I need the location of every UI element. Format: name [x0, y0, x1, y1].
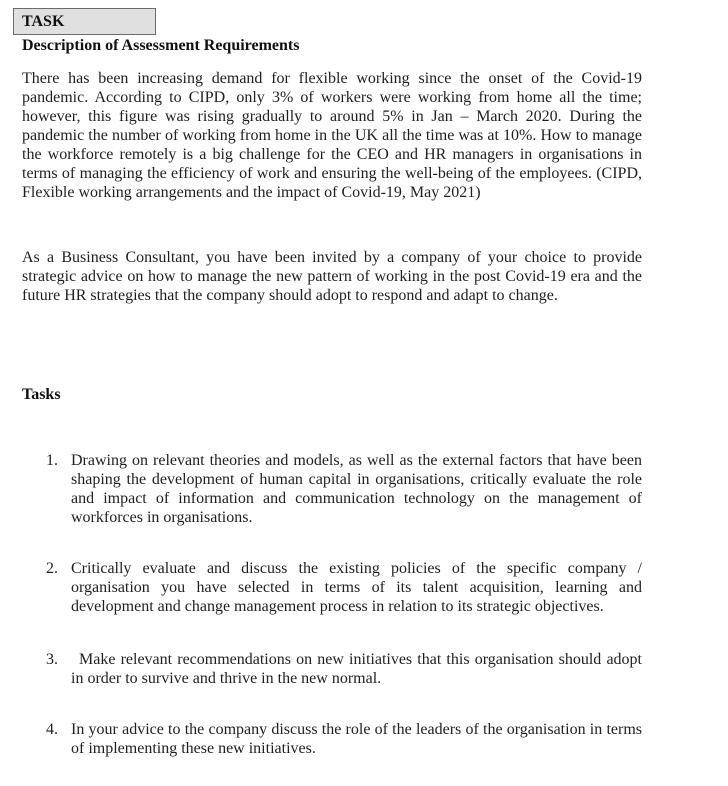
tasks-heading: Tasks: [22, 386, 61, 403]
task-list-item: [46, 559, 642, 616]
consultant-paragraph: As a Business Consultant, you have been invited by a company of your choice to provide strategic advice on how to manage the new pattern of working in the post Covid-19 era and the future HR strategies that the company should adopt to respond and adapt to change.: [22, 249, 642, 304]
task-list-item: [46, 720, 642, 758]
task-number: 4.: [46, 721, 58, 738]
section-subtitle: Description of Assessment Requirements: [22, 37, 300, 54]
task-text: Make relevant recommendations on new initiatives that this organisation should adopt in order to survive and thrive in the new normal.: [71, 651, 642, 687]
task-number: 1.: [46, 452, 58, 469]
task-label-box: [13, 8, 156, 35]
task-number: 3.: [46, 651, 58, 668]
task-list-item: [46, 451, 642, 527]
task-text: Critically evaluate and discuss the existing policies of the specific company / organisation you have selected in terms of its talent acquisition, learning and development and change management process in relation to its strategic objectives.: [71, 560, 642, 615]
task-text: In your advice to the company discuss the role of the leaders of the organisation in terms of implementing these new initiatives.: [71, 721, 642, 757]
task-number: 2.: [46, 560, 58, 577]
task-text: Drawing on relevant theories and models, as well as the external factors that have been shaping the development of human capital in organisations, critically evaluate the role and impact of information and communication technology on the management of workforces in organisations.: [71, 452, 642, 526]
intro-paragraph: There has been increasing demand for flexible working since the onset of the Covid-19 pandemic. According to CIPD, only 3% of workers were working from home all the time; however, this figure was rising gradually to around 5% in Jan – March 2020. During the pandemic the number of working from home in the UK all the time was at 10%. How to manage the workforce remotely is a big challenge for the CEO and HR managers in organisations in terms of managing the efficiency of work and ensuring the well-being of the employees. (CIPD, Flexible working arrangements and the impact of Covid-19, May 2021): [22, 70, 642, 201]
task-label: TASK: [22, 13, 65, 30]
task-list-item: [46, 650, 642, 688]
